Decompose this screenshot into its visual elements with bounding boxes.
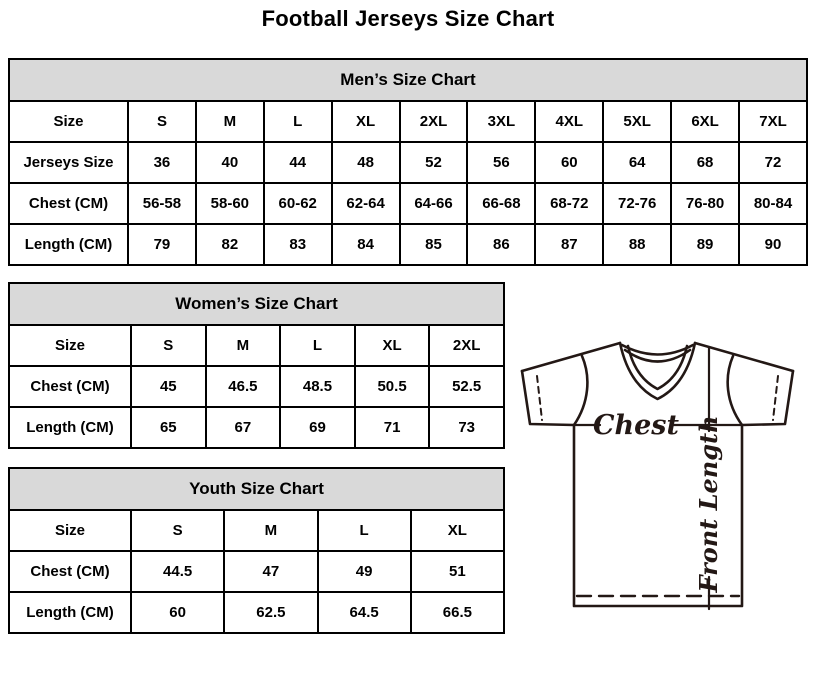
column-header-cell: 7XL [739,101,807,142]
table-cell: 40 [196,142,264,183]
table-row [9,101,807,142]
jersey-backcollar-arc1 [622,345,693,355]
right-column [505,282,816,634]
table-row [9,510,504,551]
column-header-cell: 2XL [400,101,468,142]
column-header-cell: 6XL [671,101,739,142]
table-cell: 79 [128,224,196,265]
column-header-cell: XL [411,510,504,551]
column-header-cell: S [131,510,224,551]
jersey-diagram [505,319,816,669]
column-header-cell: 4XL [535,101,603,142]
left-column [8,282,505,634]
jersey-cuff-dash-right [773,376,778,420]
table-title: Men’s Size Chart [9,59,807,101]
column-header-cell: M [196,101,264,142]
table-row [9,224,807,265]
row-header-cell: Size [9,101,128,142]
jersey-measurement-illustration [505,319,816,664]
table-cell: 44.5 [131,551,224,592]
table-cell: 82 [196,224,264,265]
table-row [9,366,504,407]
mens-size-table [8,58,808,266]
table-cell: 52 [400,142,468,183]
table-cell: 62-64 [332,183,400,224]
chest-label: Chest [593,410,679,441]
jersey-cuff-dash-left [537,376,542,420]
table-cell: 64-66 [400,183,468,224]
youth-size-table [8,467,505,634]
row-header-cell: Chest (CM) [9,551,131,592]
jersey-armhole-left [574,356,587,425]
table-cell: 60-62 [264,183,332,224]
column-header-cell: M [224,510,317,551]
jersey-sleeve-left [522,371,574,425]
table-row [9,183,807,224]
row-header-cell: Chest (CM) [9,366,131,407]
column-header-cell: L [280,325,355,366]
jersey-shoulder-left [522,343,620,371]
bottom-section [8,282,816,634]
column-header-cell: M [206,325,281,366]
column-header-cell: L [318,510,411,551]
table-cell: 56 [467,142,535,183]
jersey-sleeve-right [742,371,793,425]
table-cell: 89 [671,224,739,265]
table-cell: 72 [739,142,807,183]
row-header-cell: Size [9,325,131,366]
table-title: Women’s Size Chart [9,283,504,325]
table-cell: 56-58 [128,183,196,224]
table-cell: 88 [603,224,671,265]
table-cell: 50.5 [355,366,430,407]
row-header-cell: Length (CM) [9,407,131,448]
table-cell: 68 [671,142,739,183]
column-header-cell: XL [355,325,430,366]
table-row [9,551,504,592]
table-cell: 66.5 [411,592,504,633]
womens-size-table [8,282,505,449]
table-cell: 64.5 [318,592,411,633]
table-cell: 84 [332,224,400,265]
table-cell: 58-60 [196,183,264,224]
column-header-cell: S [128,101,196,142]
column-header-cell: 5XL [603,101,671,142]
row-header-cell: Jerseys Size [9,142,128,183]
table-cell: 60 [535,142,603,183]
row-header-cell: Length (CM) [9,592,131,633]
table-cell: 66-68 [467,183,535,224]
table-cell: 87 [535,224,603,265]
table-row [9,407,504,448]
table-cell: 44 [264,142,332,183]
table-cell: 48 [332,142,400,183]
table-cell: 36 [128,142,196,183]
table-cell: 51 [411,551,504,592]
table-cell: 46.5 [206,366,281,407]
table-cell: 49 [318,551,411,592]
page-title: Football Jerseys Size Chart [261,6,555,31]
table-title: Youth Size Chart [9,468,504,510]
jersey-vneck-outer [620,343,695,399]
table-cell: 90 [739,224,807,265]
table-cell: 83 [264,224,332,265]
row-header-cell: Length (CM) [9,224,128,265]
table-cell: 71 [355,407,430,448]
table-cell: 73 [429,407,504,448]
table-cell: 45 [131,366,206,407]
table-row [9,325,504,366]
table-cell: 62.5 [224,592,317,633]
table-cell: 68-72 [535,183,603,224]
front-length-label: Front Length [694,415,723,593]
table-cell: 85 [400,224,468,265]
table-cell: 65 [131,407,206,448]
column-header-cell: L [264,101,332,142]
table-cell: 52.5 [429,366,504,407]
table-row [9,592,504,633]
table-cell: 76-80 [671,183,739,224]
jersey-armhole-right [728,356,742,425]
table-cell: 47 [224,551,317,592]
table-cell: 80-84 [739,183,807,224]
row-header-cell: Chest (CM) [9,183,128,224]
table-cell: 86 [467,224,535,265]
column-header-cell: 3XL [467,101,535,142]
table-cell: 64 [603,142,671,183]
table-cell: 72-76 [603,183,671,224]
column-header-cell: S [131,325,206,366]
table-cell: 69 [280,407,355,448]
table-cell: 67 [206,407,281,448]
table-cell: 60 [131,592,224,633]
row-header-cell: Size [9,510,131,551]
table-row [9,142,807,183]
table-cell: 48.5 [280,366,355,407]
column-header-cell: 2XL [429,325,504,366]
column-header-cell: XL [332,101,400,142]
